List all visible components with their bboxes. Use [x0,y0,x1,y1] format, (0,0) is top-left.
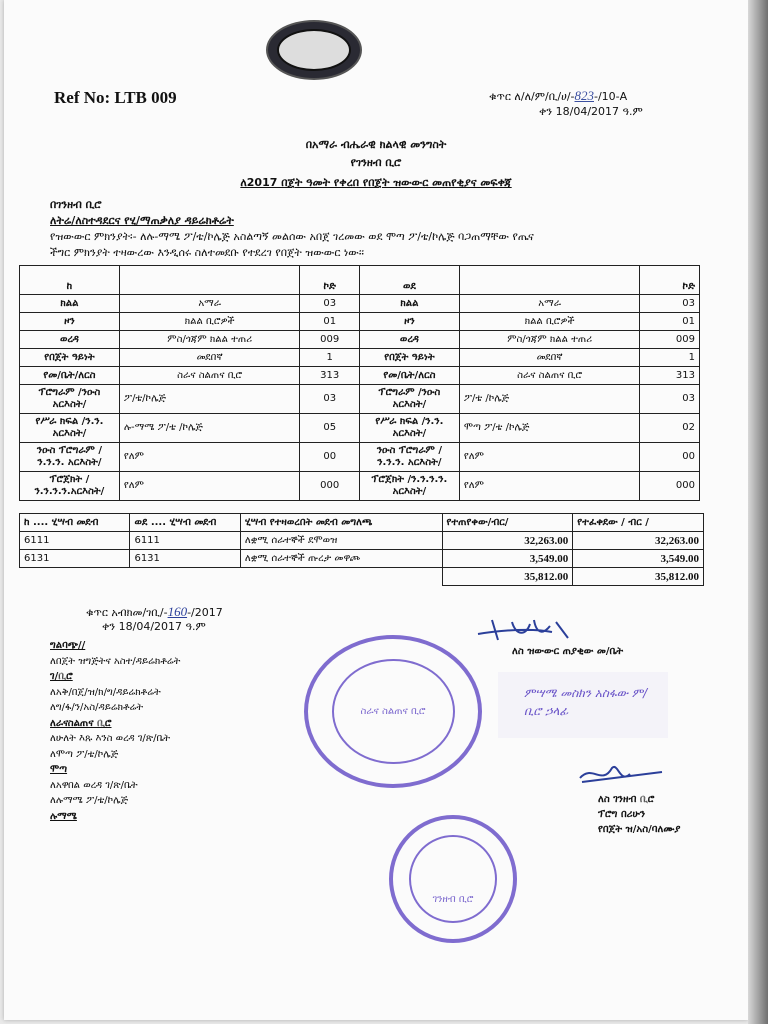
transfer-cell: መደበኛ [459,349,640,367]
recipient-line-1: በገንዘብ ቢሮ [50,198,102,211]
transfer-cell: ስራና ስልጠና ቢሮ [119,367,300,385]
transfer-cell: የበጀት ዓይነት [20,349,120,367]
transfer-cell [119,266,300,295]
transfer-cell: የለም [459,443,640,472]
table-row [20,313,700,331]
transfer-cell: ዞን [20,313,120,331]
transfer-cell: የለም [459,472,640,501]
reason-line-2: ችግር ምክንያት ተዛውረው እንዲሰሩ ስለተመደቡ የተደረገ የበጀት ዝውውር ነው፡፡ [50,246,365,259]
footer-date: ቀን 18/04/2017 ዓ.ም [102,620,206,633]
transfer-cell: የለም [119,443,300,472]
transfer-cell: 00 [640,443,700,472]
reason-line-1: የዝውውር ምክንያት፡- ለሉ-ማሜ ፖ/ቴ/ኮሌጅ አስልጣኝ መልሰው አበጀ ገረመው ወደ ሞጣ ፖ/ቴ/ኮሌጅ ባጋጠማቸው የጤና [50,230,534,243]
transfer-cell: ክልል [20,295,120,313]
amount-cell: 6131 [20,550,130,568]
amount-table [19,513,704,586]
table-row [20,367,700,385]
transfer-table-header [20,266,700,295]
footer-ref-handwritten: 160 [167,604,188,619]
transfer-cell: የሥራ ክፍል /ን.ን. አርእስት/ [359,414,459,443]
transfer-cell: ክልል [359,295,459,313]
transfer-cell: ፕሮጀክት /ን.ን.ን.ን.አርእስት/ [20,472,120,501]
transfer-cell: ስራና ስልጠና ቢሮ [459,367,640,385]
list-item: ለአቅ/በጀ/ዝ/ክ/ግ/ዳይሬክቶሬት [50,686,161,698]
amount-cell: 3,549.00 [573,550,704,568]
table-row [20,385,700,414]
signer-1-label: ለስ ዝውውር ጠያቂው መ/ቤት [512,646,624,657]
transfer-cell: ፕሮግራም /ንዑስ አርእስት/ [359,385,459,414]
transfer-cell: አማራ [119,295,300,313]
transfer-cell: ንዑስ ፕሮግራም /ን.ን.ን. አርእስት/ [359,443,459,472]
table-row [20,349,700,367]
list-item: ለሉማሜ ፖ/ቴ/ኮሌጅ [50,795,129,806]
amount-header-from: ከ .... ሂሣብ መደብ [20,514,130,532]
footer-ref-suffix: -/2017 [187,606,223,619]
scan-edge [748,0,768,1024]
table-row [20,414,700,443]
transfer-cell: 000 [640,472,700,501]
amount-header-approved: የተፈቀደው / ብር / [573,514,704,532]
amount-cell: ለቋሚ ሰራተኞች ደሞወዝ [240,532,442,550]
ref-code-suffix: -/10-A [594,90,628,103]
transfer-cell: 000 [300,472,360,501]
signer-2-line-3: የበጀት ዝ/አስ/ባለሙያ [598,824,681,835]
amount-table-header [20,514,704,532]
transfer-cell: ክልል ቢሮዎች [119,313,300,331]
amount-cell: 32,263.00 [442,532,573,550]
transfer-cell: አማራ [459,295,640,313]
list-item: ለሁለት እጹ እንስ ወረዳ ገ/ጽ/ቤት [50,733,171,744]
amount-header-description: ሂሣብ የተዛወረበት መደብ መግለጫ [240,514,442,532]
transfer-table [19,265,700,501]
amount-header-requested: የተጠየቀው/ብር/ [442,514,573,532]
transfer-cell: የለም [119,472,300,501]
list-item: ሞጣ [50,764,68,775]
transfer-cell: 01 [300,313,360,331]
transfer-cell: 009 [300,331,360,349]
amount-cell: 6111 [130,532,240,550]
document-page [4,0,748,1020]
signer-2-line-2: ፕሮግ በሪሁን [598,809,646,820]
transfer-cell: ምስ/ጎጃም ክልል ተጠሪ [459,331,640,349]
amount-cell: 3,549.00 [442,550,573,568]
title-subject: ለ2017 በጀት ዓመት የቀረበ የበጀት ዝውውር መጠየቂያና መፍቀጃ [240,176,512,189]
transfer-cell: ኮድ [640,266,700,295]
transfer-cell: የበጀት ዓይነት [359,349,459,367]
signer-2-block [598,792,680,837]
amount-cell: 6131 [130,550,240,568]
list-item: ሉማሜ [50,810,77,822]
transfer-cell: ዞን [359,313,459,331]
table-row [20,472,700,501]
transfer-cell: ወረዳ [359,331,459,349]
list-item: ለራናስልጠና ቢሮ [50,717,112,729]
organization-logo [266,20,362,80]
transfer-cell: ንዑስ ፕሮግራም /ን.ን.ን. አርእስት/ [20,443,120,472]
list-item: ለበጀት ዝግጅትና አስተ/ዳይሬክቶሬት [50,655,181,667]
transfer-cell: 02 [640,414,700,443]
transfer-cell: 03 [640,295,700,313]
table-row [20,550,704,568]
copy-label: ግልባጭ// [50,640,86,651]
transfer-cell: 03 [640,385,700,414]
footer-ref [86,604,223,620]
transfer-cell: ፖ/ቴ /ኮሌጅ [459,385,640,414]
transfer-cell: 313 [300,367,360,385]
table-row [20,331,700,349]
transfer-cell: 313 [640,367,700,385]
transfer-cell [459,266,640,295]
amount-cell: 6111 [20,532,130,550]
list-item: ለአዋበል ወረዳ ገ/ጽ/ቤት [50,779,138,791]
transfer-cell: ሉ-ማሜ ፖ/ቴ /ኮሌጅ [119,414,300,443]
transfer-cell: ሞጣ ፖ/ቴ /ኮሌጅ [459,414,640,443]
amount-header-to: ወደ .... ሂሣብ መደብ [130,514,240,532]
transfer-cell: 1 [300,349,360,367]
transfer-cell: ኮድ [300,266,360,295]
transfer-cell: ክልል ቢሮዎች [459,313,640,331]
footer-ref-prefix: ቁጥር አብክመ/ገቢ/- [86,606,168,619]
transfer-cell: የመ/ቤት/ለርስ [20,367,120,385]
signer-1-handwritten: ምሣሜ መስክን አስፋው ም/ቢሮ ኃላፊ [524,686,648,718]
header-date: ቀን 18/04/2017 ዓ.ም [539,105,643,118]
ref-number: Ref No: LTB 009 [54,88,177,107]
transfer-cell: ከ [20,266,120,295]
amount-cell: 32,263.00 [573,532,704,550]
transfer-cell: ፖ/ቴ/ኮሌጅ [119,385,300,414]
transfer-cell: 00 [300,443,360,472]
signature-2 [572,758,672,790]
transfer-cell: 009 [640,331,700,349]
ref-code-prefix: ቁጥር ለ/ለ/ም/ቢ/ሀ/- [489,90,575,103]
office-stamp-2 [389,815,517,943]
transfer-cell: ምስ/ጎጃም ክልል ተጠሪ [119,331,300,349]
signer-2-line-1: ለስ ገንዘብ ቢሮ [598,794,655,805]
transfer-cell: ወረዳ [20,331,120,349]
title-line-2: የገንዘብ ቢሮ [350,156,402,169]
ref-code-handwritten: 823 [574,88,594,103]
stamp-emblem-icon [409,835,497,923]
transfer-cell: ፕሮጀክት /ን.ን.ን.ን. አርእስት/ [359,472,459,501]
table-row [20,443,700,472]
ref-code [489,88,627,104]
total-requested: 35,812.00 [442,568,573,586]
transfer-cell: ፕሮግራም /ንዑስ አርእስት/ [20,385,120,414]
transfer-cell: የመ/ቤት/ለርስ [359,367,459,385]
transfer-cell: 1 [640,349,700,367]
recipient-line-2: ለትሬ/ለስተዳደርና የሂ/ማጠቃለያ ዳይሬክቶሬት [50,214,234,227]
transfer-cell: ወደ [359,266,459,295]
title-line-1: በአማራ ብሔራዊ ክልላዊ መንግስት [305,138,447,151]
total-row [20,568,704,586]
copy-list [50,638,180,824]
stamp-emblem-icon [332,659,455,765]
list-item: ገ/ቢሮ [50,671,73,682]
list-item: ለግ/ፋ/ን/አስ/ዳይሬክቶሬት [50,702,144,713]
list-item: ለሞጣ ፖ/ቴ/ኮሌጅ [50,748,119,760]
transfer-cell: 03 [300,295,360,313]
table-row [20,295,700,313]
transfer-cell: 03 [300,385,360,414]
transfer-cell: 01 [640,313,700,331]
office-stamp-1 [304,635,482,788]
table-row [20,532,704,550]
logo-emblem-icon [277,29,351,71]
stamp1-text: ስራና ስልጠና ቢሮ [360,706,426,717]
transfer-cell: የሥራ ክፍል /ን.ን. አርእስት/ [20,414,120,443]
transfer-cell: መደበኛ [119,349,300,367]
total-approved: 35,812.00 [573,568,704,586]
stamp2-text: ገንዘብ ቢሮ [432,893,474,905]
amount-cell: ለቋሚ ሰራተኞች ጡረታ መዋጮ [240,550,442,568]
transfer-cell: 05 [300,414,360,443]
